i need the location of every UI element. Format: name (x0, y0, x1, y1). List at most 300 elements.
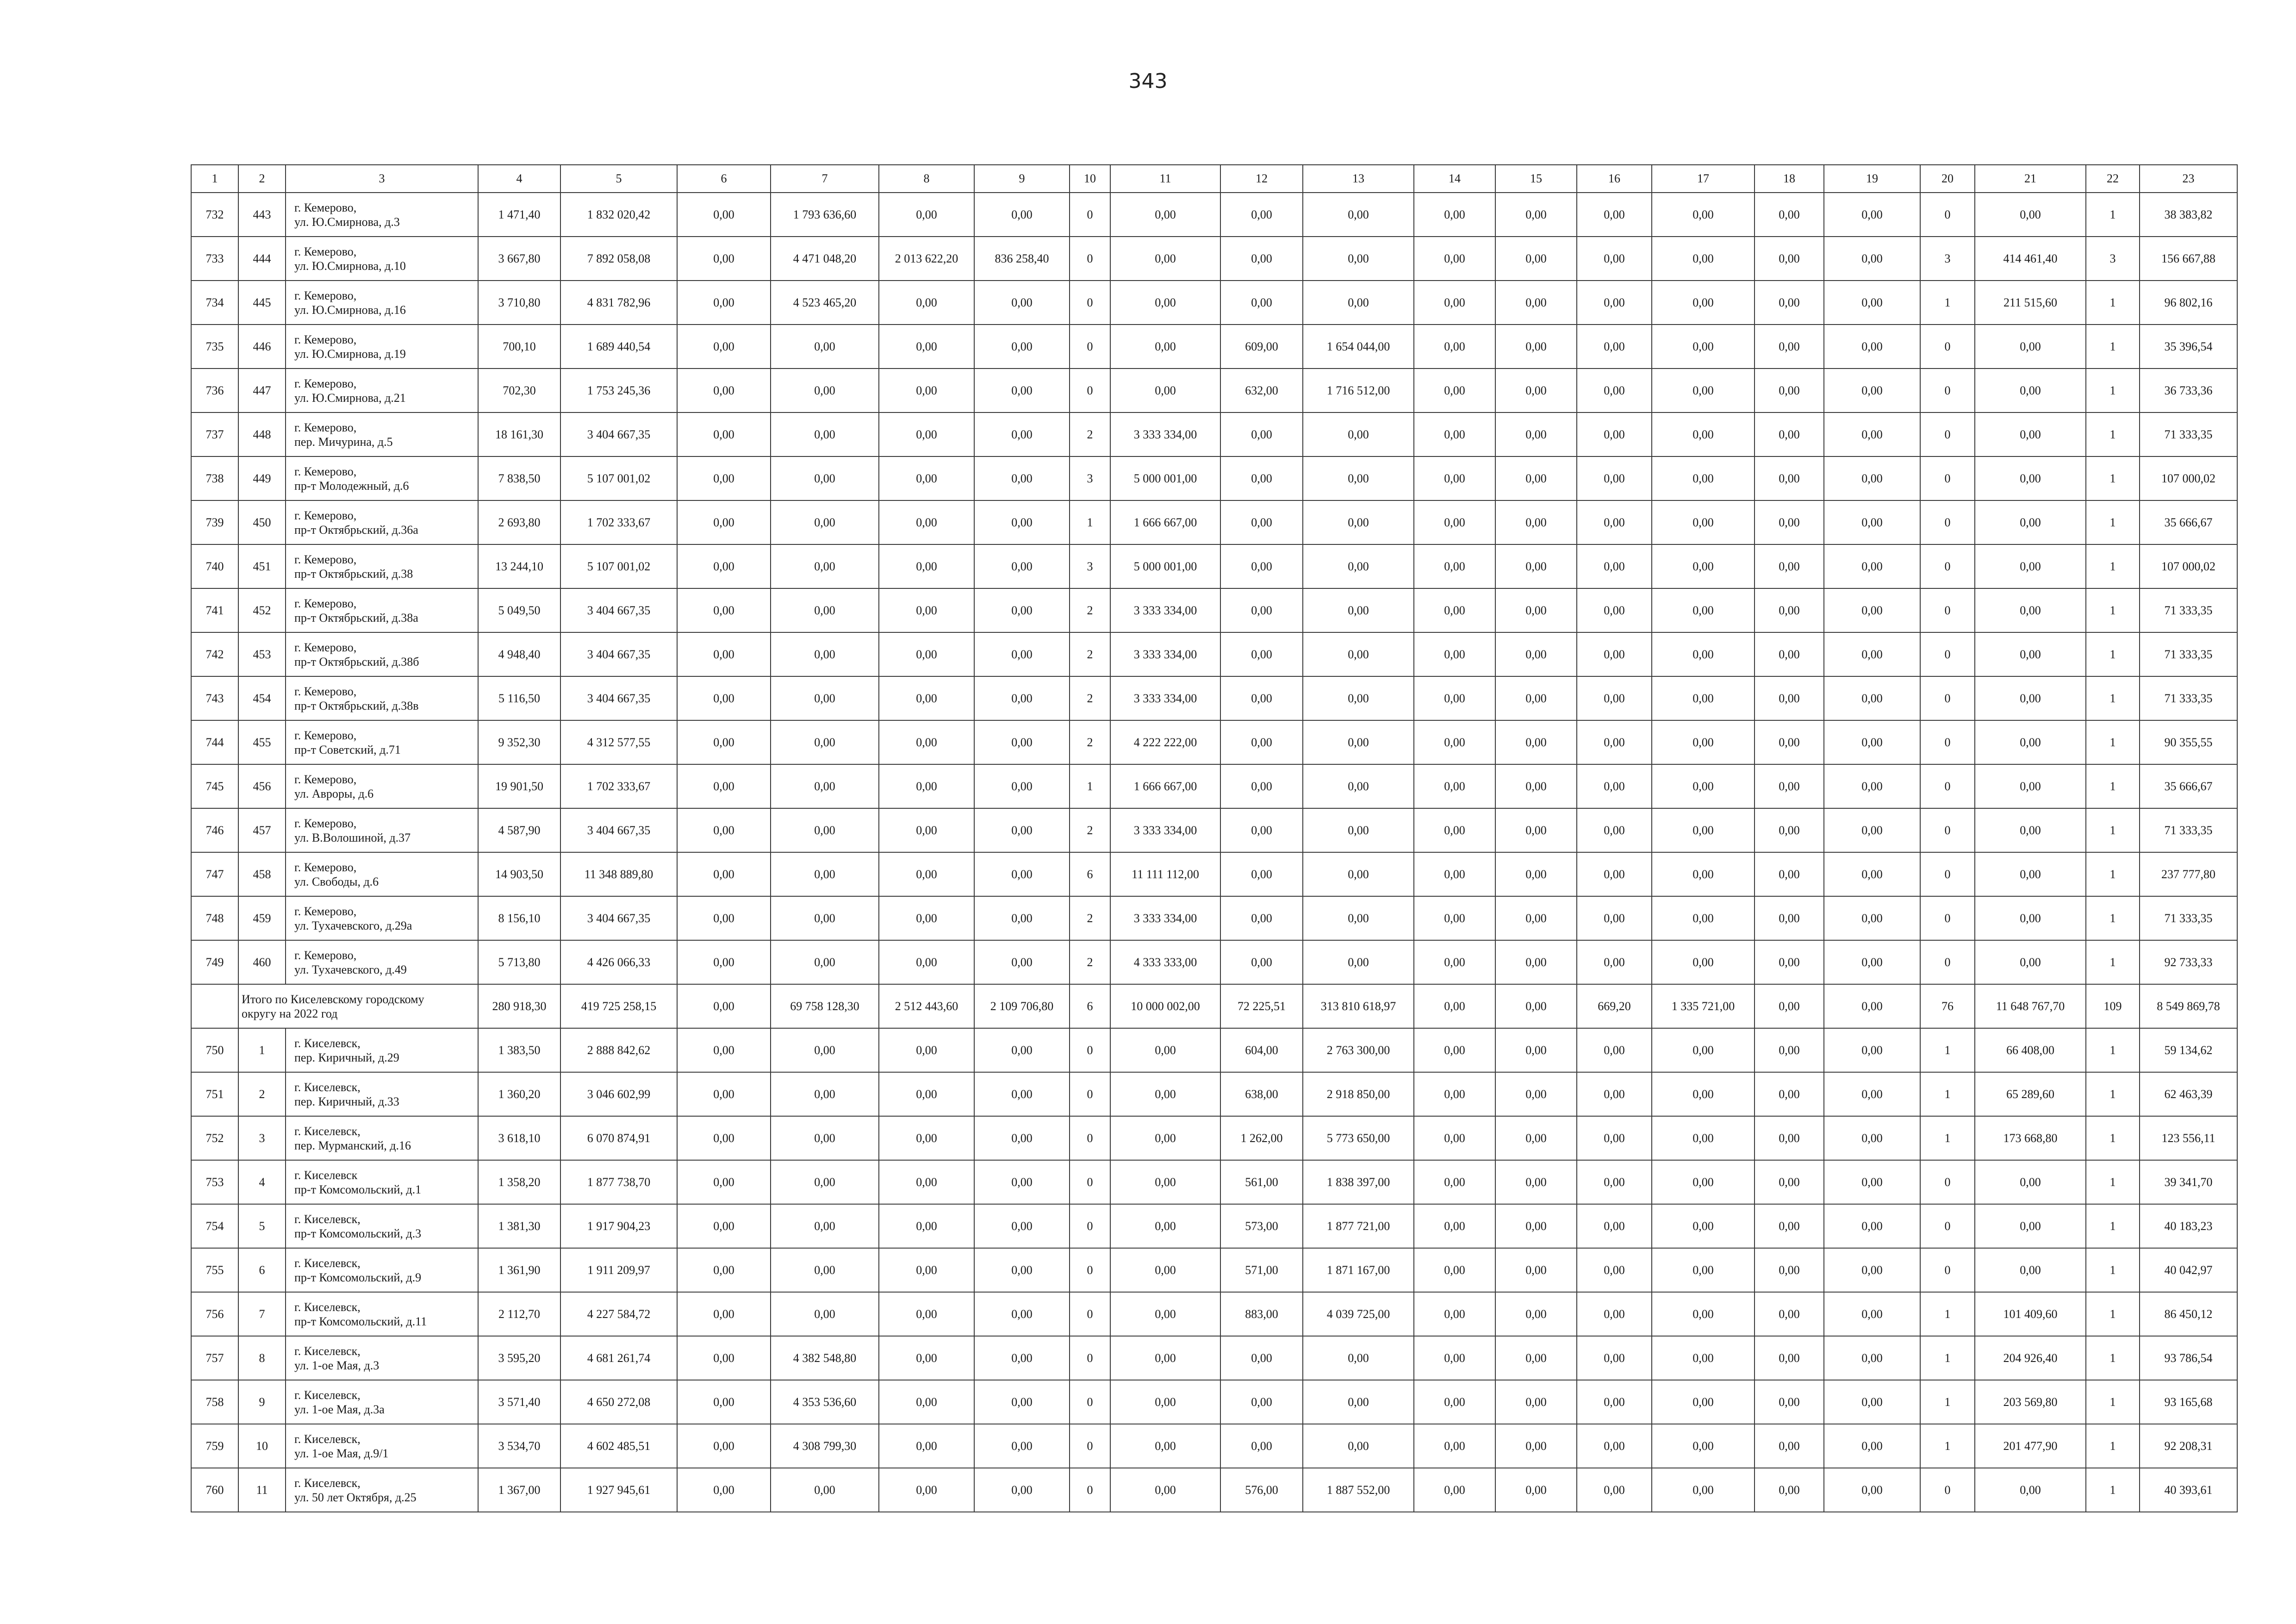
value-cell: 109 (2086, 984, 2140, 1028)
address-cell (286, 852, 478, 896)
value-cell: 0,00 (1755, 1028, 1824, 1072)
value-cell: 0,00 (974, 544, 1070, 588)
value-cell: 1 (1070, 500, 1110, 544)
value-cell: 0 (1070, 1248, 1110, 1292)
value-cell: 0,00 (1824, 720, 1920, 764)
value-cell: 0,00 (1824, 193, 1920, 237)
value-cell: 5 107 001,02 (560, 544, 677, 588)
value-cell: 0,00 (1755, 940, 1824, 984)
value-cell: 6 070 874,91 (560, 1116, 677, 1160)
address-cell (286, 1028, 478, 1072)
value-cell: 0,00 (1220, 896, 1303, 940)
value-cell: 0,00 (1495, 281, 1577, 325)
value-cell: 0,00 (1495, 940, 1577, 984)
value-cell: 1 (2086, 1292, 2140, 1336)
value-cell: 2 888 842,62 (560, 1028, 677, 1072)
value-cell: 0,00 (1824, 1072, 1920, 1116)
table-row (191, 632, 2237, 676)
value-cell: 0 (1920, 632, 1975, 676)
value-cell: 0,00 (1577, 1116, 1652, 1160)
value-cell: 0,00 (1495, 412, 1577, 456)
value-cell: 0,00 (1577, 237, 1652, 281)
address-line: ул. Ю.Смирнова, д.3 (294, 215, 400, 229)
value-cell: 0,00 (1755, 1204, 1824, 1248)
value-cell: 1 (2086, 325, 2140, 369)
address-line: г. Киселевск, (294, 1388, 361, 1402)
row-number-cell: 751 (191, 1072, 238, 1116)
value-cell: 11 111 112,00 (1110, 852, 1220, 896)
table-row (191, 237, 2237, 281)
value-cell: 1 666 667,00 (1110, 764, 1220, 808)
value-cell: 0,00 (1975, 193, 2086, 237)
value-cell: 0,00 (1755, 1336, 1824, 1380)
value-cell: 0,00 (974, 369, 1070, 412)
value-cell: 1 877 721,00 (1303, 1204, 1414, 1248)
value-cell: 0,00 (1414, 1160, 1495, 1204)
value-cell: 2 (1070, 588, 1110, 632)
value-cell: 0,00 (677, 588, 771, 632)
column-number-header: 10 (1070, 165, 1110, 193)
address-cell (286, 588, 478, 632)
value-cell: 0,00 (1303, 808, 1414, 852)
column-number-header: 7 (771, 165, 879, 193)
value-cell: 0 (1070, 1072, 1110, 1116)
column-number-header: 23 (2140, 165, 2237, 193)
table-row (191, 544, 2237, 588)
value-cell: 0,00 (974, 1248, 1070, 1292)
value-cell: 0,00 (1824, 764, 1920, 808)
value-cell: 0,00 (1220, 544, 1303, 588)
value-cell: 1 (2086, 764, 2140, 808)
address-cell (286, 412, 478, 456)
value-cell: 4 523 465,20 (771, 281, 879, 325)
value-cell: 1 (1920, 281, 1975, 325)
value-cell: 0,00 (771, 940, 879, 984)
value-cell: 0,00 (1652, 412, 1755, 456)
value-cell: 1 838 397,00 (1303, 1160, 1414, 1204)
value-cell: 0,00 (1110, 1336, 1220, 1380)
value-cell: 0,00 (1755, 369, 1824, 412)
row-number-cell: 734 (191, 281, 238, 325)
value-cell: 0 (1920, 676, 1975, 720)
value-cell: 0,00 (1577, 676, 1652, 720)
value-cell: 4 602 485,51 (560, 1424, 677, 1468)
value-cell: 0,00 (1220, 193, 1303, 237)
value-cell: 0,00 (677, 852, 771, 896)
value-cell: 3 333 334,00 (1110, 808, 1220, 852)
value-cell: 0,00 (771, 852, 879, 896)
column-number-header: 16 (1577, 165, 1652, 193)
value-cell: 4 587,90 (478, 808, 560, 852)
value-cell: 0,00 (1755, 1424, 1824, 1468)
item-number-cell: 2 (238, 1072, 286, 1116)
value-cell: 0,00 (1577, 456, 1652, 500)
value-cell: 0,00 (771, 720, 879, 764)
address-cell (286, 632, 478, 676)
value-cell: 0,00 (1220, 412, 1303, 456)
value-cell: 0,00 (1110, 1116, 1220, 1160)
value-cell: 280 918,30 (478, 984, 560, 1028)
value-cell: 0,00 (1824, 896, 1920, 940)
value-cell: 0,00 (771, 1160, 879, 1204)
item-number-cell: 443 (238, 193, 286, 237)
value-cell: 0,00 (1414, 456, 1495, 500)
value-cell: 3 333 334,00 (1110, 632, 1220, 676)
value-cell: 0,00 (771, 456, 879, 500)
address-line: г. Киселевск (294, 1168, 358, 1182)
address-cell (286, 1424, 478, 1468)
value-cell: 6 (1070, 984, 1110, 1028)
value-cell: 1 (2086, 1248, 2140, 1292)
value-cell: 0,00 (1755, 1380, 1824, 1424)
value-cell: 0,00 (771, 369, 879, 412)
row-number-cell: 737 (191, 412, 238, 456)
value-cell: 2 (1070, 940, 1110, 984)
value-cell: 92 733,33 (2140, 940, 2237, 984)
value-cell: 0,00 (1414, 412, 1495, 456)
address-line: г. Кемерово, (294, 288, 357, 302)
address-line: округу на 2022 год (242, 1006, 338, 1020)
address-cell (286, 237, 478, 281)
value-cell: 0,00 (1755, 193, 1824, 237)
value-cell: 0,00 (677, 808, 771, 852)
value-cell: 0,00 (1110, 1424, 1220, 1468)
value-cell: 0,00 (1755, 544, 1824, 588)
value-cell: 1 (2086, 369, 2140, 412)
address-cell (286, 281, 478, 325)
value-cell: 0,00 (1577, 1292, 1652, 1336)
value-cell: 0,00 (1824, 588, 1920, 632)
row-number-cell: 743 (191, 676, 238, 720)
value-cell: 4 222 222,00 (1110, 720, 1220, 764)
table-row (191, 1424, 2237, 1468)
value-cell: 0,00 (1975, 1160, 2086, 1204)
address-line: пр-т Комсомольский, д.11 (294, 1314, 427, 1328)
address-line: г. Кемерово, (294, 596, 357, 610)
value-cell: 1 (2086, 456, 2140, 500)
row-number-cell: 746 (191, 808, 238, 852)
address-line: ул. Авроры, д.6 (294, 787, 374, 800)
value-cell: 0,00 (1824, 1380, 1920, 1424)
value-cell: 0,00 (1303, 588, 1414, 632)
value-cell: 0,00 (1755, 1116, 1824, 1160)
value-cell: 0,00 (1110, 1028, 1220, 1072)
value-cell: 0,00 (1652, 940, 1755, 984)
value-cell: 0 (1920, 456, 1975, 500)
table-row (191, 412, 2237, 456)
value-cell: 0,00 (1220, 632, 1303, 676)
value-cell: 0,00 (1495, 720, 1577, 764)
item-number-cell: 6 (238, 1248, 286, 1292)
value-cell: 576,00 (1220, 1468, 1303, 1512)
row-number-cell: 755 (191, 1248, 238, 1292)
table-row (191, 676, 2237, 720)
column-number-header: 13 (1303, 165, 1414, 193)
value-cell: 0,00 (974, 281, 1070, 325)
value-cell: 1 (2086, 500, 2140, 544)
address-line: г. Кемерово, (294, 948, 357, 962)
value-cell: 0,00 (1577, 1248, 1652, 1292)
value-cell: 0 (1920, 500, 1975, 544)
value-cell: 0,00 (1824, 1160, 1920, 1204)
item-number-cell: 4 (238, 1160, 286, 1204)
value-cell: 93 165,68 (2140, 1380, 2237, 1424)
value-cell: 0,00 (1110, 237, 1220, 281)
value-cell: 0,00 (1652, 1336, 1755, 1380)
value-cell: 40 183,23 (2140, 1204, 2237, 1248)
value-cell: 0 (1070, 369, 1110, 412)
value-cell: 2 (1070, 896, 1110, 940)
address-cell (286, 1468, 478, 1512)
value-cell: 0,00 (1495, 544, 1577, 588)
value-cell: 1 262,00 (1220, 1116, 1303, 1160)
value-cell: 0,00 (1652, 720, 1755, 764)
item-number-cell: 5 (238, 1204, 286, 1248)
value-cell: 6 (1070, 852, 1110, 896)
item-number-cell: 1 (238, 1028, 286, 1072)
value-cell: 4 333 333,00 (1110, 940, 1220, 984)
value-cell: 0,00 (1652, 1116, 1755, 1160)
value-cell: 0,00 (1652, 808, 1755, 852)
value-cell: 0,00 (1652, 281, 1755, 325)
value-cell: 0 (1920, 720, 1975, 764)
value-cell: 5 000 001,00 (1110, 456, 1220, 500)
value-cell: 66 408,00 (1975, 1028, 2086, 1072)
value-cell: 0,00 (1975, 632, 2086, 676)
value-cell: 0,00 (879, 1336, 974, 1380)
value-cell: 0,00 (1975, 940, 2086, 984)
value-cell: 2 (1070, 412, 1110, 456)
value-cell: 0,00 (974, 720, 1070, 764)
value-cell: 0,00 (1495, 1380, 1577, 1424)
value-cell: 0 (1920, 412, 1975, 456)
value-cell: 1 361,90 (478, 1248, 560, 1292)
value-cell: 0,00 (879, 500, 974, 544)
value-cell: 0,00 (771, 544, 879, 588)
row-number-cell: 752 (191, 1116, 238, 1160)
value-cell: 836 258,40 (974, 237, 1070, 281)
value-cell: 0,00 (1755, 588, 1824, 632)
value-cell: 0,00 (1824, 632, 1920, 676)
value-cell: 0,00 (879, 1468, 974, 1512)
value-cell: 0,00 (1414, 369, 1495, 412)
value-cell: 0,00 (1303, 940, 1414, 984)
value-cell: 2 (1070, 632, 1110, 676)
value-cell: 36 733,36 (2140, 369, 2237, 412)
row-number-cell: 756 (191, 1292, 238, 1336)
value-cell: 0,00 (677, 369, 771, 412)
value-cell: 1 (1070, 764, 1110, 808)
value-cell: 0,00 (1975, 1248, 2086, 1292)
value-cell: 1 (2086, 1116, 2140, 1160)
value-cell: 11 348 889,80 (560, 852, 677, 896)
value-cell: 0,00 (1303, 500, 1414, 544)
value-cell: 0,00 (1755, 1468, 1824, 1512)
value-cell: 0,00 (1110, 1204, 1220, 1248)
value-cell: 0,00 (1110, 1072, 1220, 1116)
value-cell: 0,00 (1110, 1380, 1220, 1424)
value-cell: 0,00 (974, 1380, 1070, 1424)
address-line: пр-т Октябрьский, д.38б (294, 655, 419, 668)
value-cell: 1 (2086, 808, 2140, 852)
column-number-header: 3 (286, 165, 478, 193)
value-cell: 0,00 (974, 808, 1070, 852)
value-cell: 0,00 (1220, 852, 1303, 896)
value-cell: 5 713,80 (478, 940, 560, 984)
value-cell: 0,00 (677, 1028, 771, 1072)
value-cell: 5 116,50 (478, 676, 560, 720)
item-number-cell: 453 (238, 632, 286, 676)
item-number-cell: 3 (238, 1116, 286, 1160)
value-cell: 0,00 (1303, 720, 1414, 764)
value-cell: 0,00 (1577, 1380, 1652, 1424)
value-cell: 0,00 (1495, 1468, 1577, 1512)
address-cell (286, 808, 478, 852)
value-cell: 5 049,50 (478, 588, 560, 632)
value-cell: 0,00 (1824, 325, 1920, 369)
table-row (191, 1028, 2237, 1072)
value-cell: 0,00 (1652, 852, 1755, 896)
row-number-cell: 741 (191, 588, 238, 632)
value-cell: 0,00 (677, 1116, 771, 1160)
value-cell: 71 333,35 (2140, 676, 2237, 720)
value-cell: 0,00 (677, 281, 771, 325)
value-cell: 0,00 (1824, 1028, 1920, 1072)
value-cell: 0,00 (1495, 1072, 1577, 1116)
address-line: ул. 50 лет Октября, д.25 (294, 1490, 417, 1504)
value-cell: 0,00 (1652, 1248, 1755, 1292)
value-cell: 1 (2086, 676, 2140, 720)
value-cell: 4 353 536,60 (771, 1380, 879, 1424)
value-cell: 0 (1070, 237, 1110, 281)
value-cell: 0,00 (1220, 281, 1303, 325)
value-cell: 0,00 (771, 1028, 879, 1072)
value-cell: 96 802,16 (2140, 281, 2237, 325)
value-cell: 13 244,10 (478, 544, 560, 588)
value-cell: 1 (2086, 1160, 2140, 1204)
value-cell: 3 404 667,35 (560, 632, 677, 676)
item-number-cell: 446 (238, 325, 286, 369)
address-cell (286, 500, 478, 544)
value-cell: 0,00 (1975, 325, 2086, 369)
value-cell: 0,00 (677, 412, 771, 456)
value-cell: 0,00 (677, 896, 771, 940)
value-cell: 0,00 (1110, 369, 1220, 412)
address-line: пр-т Советский, д.71 (294, 743, 401, 756)
table-row (191, 193, 2237, 237)
address-line: Итого по Киселевскому городскому (242, 992, 424, 1006)
value-cell: 0,00 (1577, 808, 1652, 852)
value-cell: 638,00 (1220, 1072, 1303, 1116)
value-cell: 0,00 (1755, 325, 1824, 369)
value-cell: 3 404 667,35 (560, 588, 677, 632)
value-cell: 0,00 (879, 1116, 974, 1160)
value-cell: 0,00 (1303, 764, 1414, 808)
value-cell: 156 667,88 (2140, 237, 2237, 281)
address-line: г. Кемерово, (294, 464, 357, 478)
item-number-cell: 456 (238, 764, 286, 808)
item-number-cell: 449 (238, 456, 286, 500)
value-cell: 8 156,10 (478, 896, 560, 940)
value-cell: 0,00 (677, 676, 771, 720)
value-cell: 0,00 (1824, 1468, 1920, 1512)
value-cell: 14 903,50 (478, 852, 560, 896)
value-cell: 0,00 (1414, 940, 1495, 984)
value-cell: 0 (1920, 588, 1975, 632)
address-cell (286, 676, 478, 720)
value-cell: 0,00 (677, 1336, 771, 1380)
row-number-cell: 760 (191, 1468, 238, 1512)
value-cell: 0,00 (879, 852, 974, 896)
item-number-cell: 458 (238, 852, 286, 896)
value-cell: 0,00 (1755, 1248, 1824, 1292)
value-cell: 0,00 (1755, 500, 1824, 544)
address-cell (286, 1336, 478, 1380)
value-cell: 3 404 667,35 (560, 808, 677, 852)
value-cell: 1 358,20 (478, 1160, 560, 1204)
value-cell: 3 404 667,35 (560, 676, 677, 720)
value-cell: 3 (1070, 544, 1110, 588)
value-cell: 0,00 (1220, 456, 1303, 500)
value-cell: 0,00 (1110, 325, 1220, 369)
value-cell: 11 648 767,70 (1975, 984, 2086, 1028)
value-cell: 18 161,30 (478, 412, 560, 456)
value-cell: 0,00 (1303, 456, 1414, 500)
value-cell: 0,00 (974, 1204, 1070, 1248)
value-cell: 0,00 (1495, 325, 1577, 369)
value-cell: 1 716 512,00 (1303, 369, 1414, 412)
value-cell: 669,20 (1577, 984, 1652, 1028)
value-cell: 0,00 (1755, 720, 1824, 764)
value-cell: 0,00 (1495, 1336, 1577, 1380)
value-cell: 0,00 (771, 412, 879, 456)
column-number-header: 19 (1824, 165, 1920, 193)
value-cell: 0,00 (1414, 852, 1495, 896)
table-row (191, 588, 2237, 632)
value-cell: 0,00 (974, 325, 1070, 369)
address-line: ул. Ю.Смирнова, д.21 (294, 391, 406, 405)
value-cell: 0,00 (1577, 281, 1652, 325)
value-cell: 0,00 (771, 808, 879, 852)
value-cell: 0,00 (677, 1160, 771, 1204)
value-cell: 0,00 (1303, 544, 1414, 588)
total-row (191, 984, 2237, 1028)
value-cell: 0,00 (1975, 808, 2086, 852)
row-number-cell: 757 (191, 1336, 238, 1380)
value-cell: 0,00 (677, 720, 771, 764)
value-cell: 0 (1920, 1204, 1975, 1248)
value-cell: 0,00 (1495, 808, 1577, 852)
value-cell: 101 409,60 (1975, 1292, 2086, 1336)
table-row (191, 1248, 2237, 1292)
value-cell: 0 (1920, 764, 1975, 808)
value-cell: 0,00 (1495, 456, 1577, 500)
value-cell: 0,00 (974, 764, 1070, 808)
address-cell (286, 720, 478, 764)
address-line: г. Киселевск, (294, 1036, 361, 1050)
value-cell: 0,00 (1975, 588, 2086, 632)
value-cell: 0,00 (1414, 237, 1495, 281)
value-cell: 0,00 (879, 325, 974, 369)
address-line: г. Кемерово, (294, 552, 357, 566)
value-cell: 0,00 (1495, 984, 1577, 1028)
value-cell: 0,00 (1495, 764, 1577, 808)
value-cell: 1 (2086, 852, 2140, 896)
value-cell: 0 (1920, 325, 1975, 369)
value-cell: 0,00 (974, 500, 1070, 544)
address-line: г. Кемерово, (294, 376, 357, 390)
address-cell (286, 456, 478, 500)
